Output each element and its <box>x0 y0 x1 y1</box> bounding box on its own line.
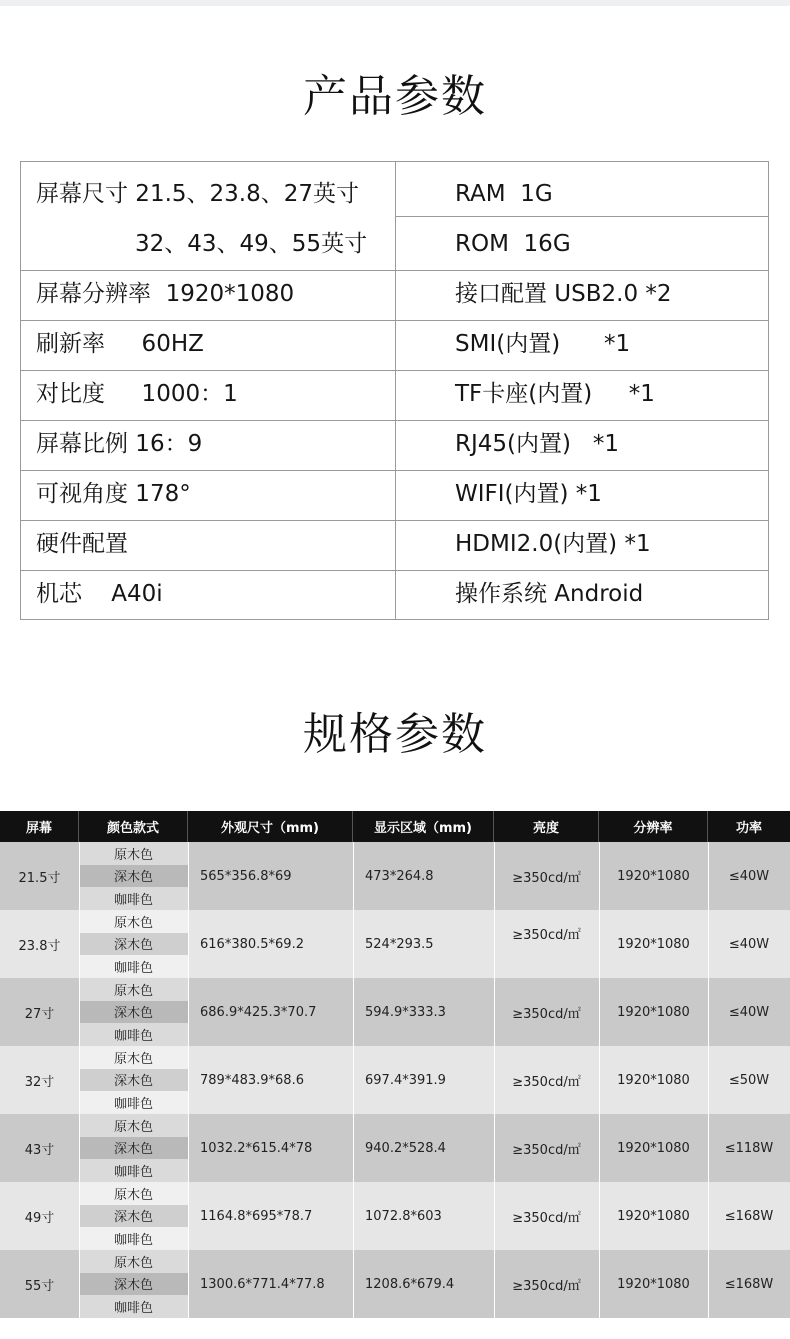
color-option: 深木色 <box>79 933 188 956</box>
row-divider <box>21 370 395 371</box>
column-divider <box>353 1114 354 1182</box>
color-option: 咖啡色 <box>79 1023 188 1046</box>
column-divider <box>353 1250 354 1318</box>
color-options <box>79 842 188 910</box>
outer-size-cell: 616*380.5*69.2 <box>200 936 304 952</box>
hardware-config-label: 硬件配置 <box>36 531 128 557</box>
row-divider <box>21 270 395 271</box>
resolution-cell: 1920*1080 <box>617 1208 690 1224</box>
column-divider <box>79 910 80 978</box>
column-divider <box>494 842 495 910</box>
screen-size-cell: 49寸 <box>24 1210 55 1226</box>
column-divider <box>708 842 709 910</box>
top-strip <box>0 0 790 6</box>
spec-row <box>0 842 790 910</box>
row-divider <box>21 520 395 521</box>
column-divider <box>708 910 709 978</box>
row-divider <box>395 370 768 371</box>
column-divider <box>599 1114 600 1182</box>
outer-size-cell: 789*483.9*68.6 <box>200 1072 304 1088</box>
ram-spec: RAM 1G <box>455 181 553 207</box>
column-divider <box>79 1046 80 1114</box>
color-option: 原木色 <box>79 1046 188 1069</box>
column-divider <box>188 1250 189 1318</box>
outer-size-cell: 686.9*425.3*70.7 <box>200 1004 317 1020</box>
screen-size-line2: 32、43、49、55英寸 <box>135 231 368 257</box>
brightness-cell: ≥350cd/㎡ <box>512 1006 581 1022</box>
screen-size-cell: 43寸 <box>24 1142 55 1158</box>
column-divider <box>79 1114 80 1182</box>
resolution-cell: 1920*1080 <box>617 1276 690 1292</box>
column-divider <box>353 978 354 1046</box>
display-area-cell: 697.4*391.9 <box>365 1072 446 1088</box>
screen-size-cell: 32寸 <box>24 1074 55 1090</box>
spec-table <box>0 811 790 1339</box>
column-divider <box>599 910 600 978</box>
column-divider <box>599 1046 600 1114</box>
row-divider <box>395 520 768 521</box>
row-divider <box>395 470 768 471</box>
power-cell: ≤168W <box>724 1276 774 1292</box>
power-cell: ≤50W <box>728 1072 770 1088</box>
usb-spec: 接口配置 USB2.0 *2 <box>455 281 672 307</box>
color-option: 原木色 <box>79 1114 188 1137</box>
screen-size-cell: 27寸 <box>24 1006 55 1022</box>
power-cell: ≤40W <box>728 936 770 952</box>
column-divider <box>395 162 396 619</box>
color-options <box>79 978 188 1046</box>
header-size: 外观尺寸（mm) <box>188 811 353 842</box>
column-divider <box>494 1182 495 1250</box>
color-options <box>79 910 188 978</box>
row-divider <box>395 420 768 421</box>
column-divider <box>188 842 189 910</box>
display-area-cell: 1208.6*679.4 <box>365 1276 455 1292</box>
header-display-area: 显示区域（mm) <box>353 811 494 842</box>
brightness-cell: ≥350cd/㎡ <box>512 870 581 886</box>
row-divider <box>21 420 395 421</box>
screen-size-cell: 55寸 <box>24 1278 55 1294</box>
row-divider <box>395 320 768 321</box>
wifi-spec: WIFI(内置) *1 <box>455 481 602 507</box>
column-divider <box>79 1250 80 1318</box>
column-divider <box>494 910 495 978</box>
column-divider <box>708 1114 709 1182</box>
product-params-title: 产品参数 <box>303 71 487 122</box>
power-cell: ≤118W <box>724 1140 774 1156</box>
row-divider <box>21 320 395 321</box>
column-divider <box>708 1046 709 1114</box>
column-divider <box>353 1182 354 1250</box>
rom-spec: ROM 16G <box>455 231 571 257</box>
spec-row <box>0 1114 790 1182</box>
column-divider <box>494 1046 495 1114</box>
resolution-spec: 屏幕分辨率 1920*1080 <box>36 281 295 307</box>
outer-size-cell: 1032.2*615.4*78 <box>200 1140 313 1156</box>
header-color: 颜色款式 <box>79 811 188 842</box>
outer-size-cell: 1300.6*771.4*77.8 <box>200 1276 325 1292</box>
column-divider <box>79 842 80 910</box>
column-divider <box>494 1250 495 1318</box>
spec-row <box>0 1250 790 1318</box>
row-divider <box>395 216 768 217</box>
header-power: 功率 <box>708 811 790 842</box>
hdmi-spec: HDMI2.0(内置) *1 <box>455 531 651 557</box>
resolution-cell: 1920*1080 <box>617 1072 690 1088</box>
aspect-ratio-spec: 屏幕比例 16：9 <box>36 431 203 457</box>
display-area-cell: 473*264.8 <box>365 868 434 884</box>
row-divider <box>395 570 768 571</box>
column-divider <box>188 978 189 1046</box>
power-cell: ≤40W <box>728 1004 770 1020</box>
column-divider <box>353 910 354 978</box>
spec-row <box>0 1046 790 1114</box>
os-spec: 操作系统 Android <box>455 581 644 607</box>
color-option: 咖啡色 <box>79 955 188 978</box>
column-divider <box>79 1182 80 1250</box>
column-divider <box>708 1250 709 1318</box>
color-option: 原木色 <box>79 842 188 865</box>
color-option: 咖啡色 <box>79 1091 188 1114</box>
header-screen: 屏幕 <box>0 811 79 842</box>
row-divider <box>395 270 768 271</box>
brightness-cell: ≥350cd/㎡ <box>512 1074 581 1090</box>
spec-row <box>0 910 790 978</box>
column-divider <box>599 1250 600 1318</box>
outer-size-cell: 565*356.8*69 <box>200 868 292 884</box>
color-option: 原木色 <box>79 1182 188 1205</box>
color-options <box>79 1046 188 1114</box>
color-option: 咖啡色 <box>79 887 188 910</box>
column-divider <box>708 978 709 1046</box>
display-area-cell: 940.2*528.4 <box>365 1140 446 1156</box>
display-area-cell: 524*293.5 <box>365 936 434 952</box>
color-option: 深木色 <box>79 1273 188 1296</box>
column-divider <box>708 1182 709 1250</box>
column-divider <box>494 978 495 1046</box>
color-option: 深木色 <box>79 1205 188 1228</box>
color-option: 深木色 <box>79 865 188 888</box>
row-divider <box>21 470 395 471</box>
color-option: 咖啡色 <box>79 1295 188 1318</box>
column-divider <box>494 1114 495 1182</box>
color-option: 原木色 <box>79 978 188 1001</box>
refresh-rate-spec: 刷新率 60HZ <box>36 331 204 357</box>
color-option: 深木色 <box>79 1069 188 1092</box>
chipset-spec: 机芯 A40i <box>36 581 163 607</box>
column-divider <box>188 910 189 978</box>
brightness-cell: ≥350cd/㎡ <box>512 1142 581 1158</box>
spec-row <box>0 1182 790 1250</box>
column-divider <box>353 1046 354 1114</box>
header-brightness: 亮度 <box>494 811 599 842</box>
resolution-cell: 1920*1080 <box>617 1004 690 1020</box>
color-option: 原木色 <box>79 1250 188 1273</box>
color-option: 深木色 <box>79 1137 188 1160</box>
color-option: 咖啡色 <box>79 1159 188 1182</box>
color-options <box>79 1250 188 1318</box>
column-divider <box>188 1114 189 1182</box>
column-divider <box>188 1182 189 1250</box>
header-resolution: 分辨率 <box>599 811 708 842</box>
column-divider <box>188 1046 189 1114</box>
spec-params-title: 规格参数 <box>303 709 487 760</box>
product-params-table <box>20 161 769 620</box>
screen-size-line1: 屏幕尺寸 21.5、23.8、27英寸 <box>36 181 359 207</box>
rj45-spec: RJ45(内置) *1 <box>455 431 620 457</box>
brightness-cell: ≥350cd/㎡ <box>512 1278 581 1294</box>
brightness-cell: ≥350cd/㎡ <box>512 1210 581 1226</box>
color-option: 咖啡色 <box>79 1227 188 1250</box>
smi-spec: SMI(内置) *1 <box>455 331 631 357</box>
color-options <box>79 1114 188 1182</box>
color-options <box>79 1182 188 1250</box>
contrast-spec: 对比度 1000：1 <box>36 381 238 407</box>
resolution-cell: 1920*1080 <box>617 1140 690 1156</box>
column-divider <box>599 978 600 1046</box>
color-option: 深木色 <box>79 1001 188 1024</box>
column-divider <box>599 1182 600 1250</box>
outer-size-cell: 1164.8*695*78.7 <box>200 1208 313 1224</box>
resolution-cell: 1920*1080 <box>617 868 690 884</box>
power-cell: ≤168W <box>724 1208 774 1224</box>
row-divider <box>21 570 395 571</box>
viewing-angle-spec: 可视角度 178° <box>36 481 191 507</box>
column-divider <box>79 978 80 1046</box>
power-cell: ≤40W <box>728 868 770 884</box>
column-divider <box>599 842 600 910</box>
brightness-cell: ≥350cd/㎡ <box>512 928 581 943</box>
screen-size-cell: 23.8寸 <box>18 938 61 954</box>
column-divider <box>353 842 354 910</box>
spec-row <box>0 978 790 1046</box>
tf-slot-spec: TF卡座(内置) *1 <box>455 381 655 407</box>
resolution-cell: 1920*1080 <box>617 936 690 952</box>
display-area-cell: 594.9*333.3 <box>365 1004 446 1020</box>
color-option: 原木色 <box>79 910 188 933</box>
display-area-cell: 1072.8*603 <box>365 1208 442 1224</box>
screen-size-cell: 21.5寸 <box>18 870 61 886</box>
